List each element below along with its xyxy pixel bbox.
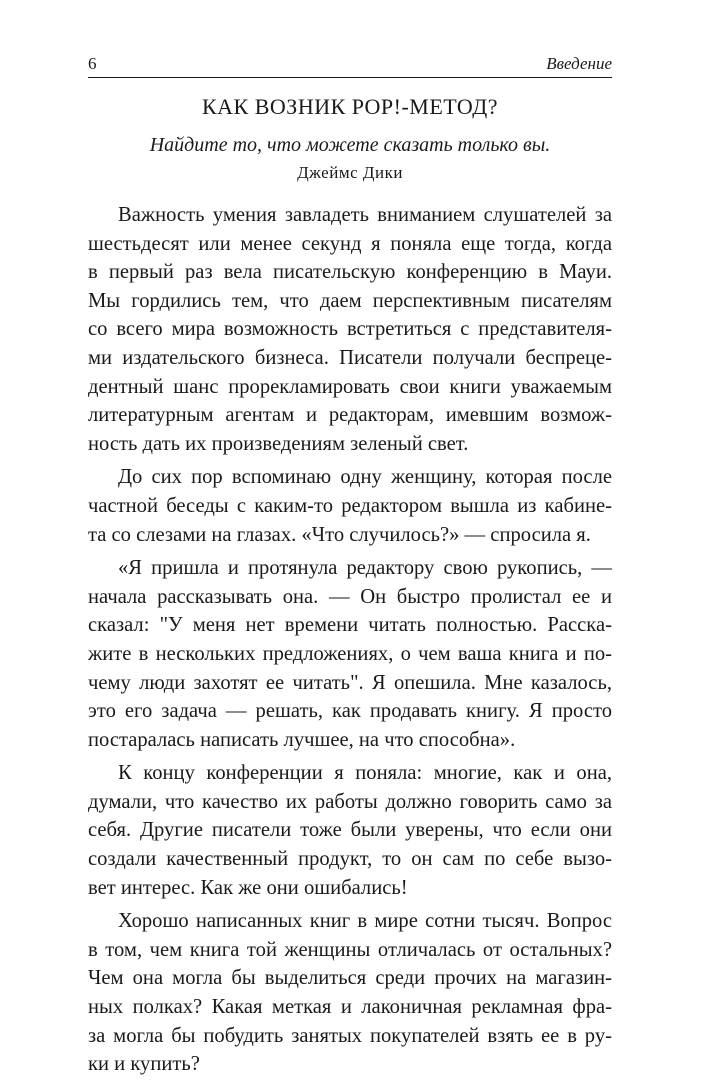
paragraph xyxy=(88,463,612,549)
text-line: жите в нескольких предложениях, о чем ваша книга и по- xyxy=(88,642,612,665)
book-page xyxy=(88,52,612,1084)
text-line: До сих пор вспоминаю одну женщину, которая после xyxy=(118,466,612,489)
text-line: это его задача — решать, как продавать книгу. Я просто xyxy=(88,700,612,723)
text-line: Чем она могла бы выделиться среди прочих на магазин- xyxy=(88,967,612,990)
text-line: думали, что качество их работы должно говорить само за xyxy=(88,790,612,813)
text-line: постаралась написать лучшее, на что способна». xyxy=(88,728,516,751)
text-line: К концу конференции я поняла: многие, как и она, xyxy=(118,762,612,785)
text-line: шестьдесят или менее секунд я поняла еще тогда, когда xyxy=(88,232,612,255)
text-line: Мы гордились тем, что даем перспективным писателям xyxy=(88,289,612,312)
text-line: ки и купить? xyxy=(88,1053,200,1076)
page-number: 6 xyxy=(88,54,97,73)
text-line: начала рассказывать она. — Он быстро пролистал ее и xyxy=(88,585,612,608)
chapter-title: КАК ВОЗНИК POP!-МЕТОД? xyxy=(202,94,498,119)
paragraph xyxy=(88,201,612,458)
text-line: вет интерес. Как же они ошибались! xyxy=(88,876,408,899)
text-line: частной беседы с каким-то редактором вышла из кабине- xyxy=(88,494,612,517)
paragraph xyxy=(88,907,612,1079)
header-rule xyxy=(88,77,612,78)
text-line: в первый раз вела писательскую конференцию в Мауи. xyxy=(88,261,612,284)
text-line: создали качественный продукт, то он сам по себе вызо- xyxy=(88,848,612,871)
paragraph xyxy=(88,759,612,902)
text-line: за могла бы побудить занятых покупателей взять ее в ру- xyxy=(88,1024,612,1047)
text-line: ность дать их произведениям зеленый свет. xyxy=(88,432,469,455)
text-line: себя. Другие писатели тоже были уверены, что если они xyxy=(88,819,612,842)
text-line: в том, чем книга той женщины отличалась от остальных? xyxy=(88,938,612,961)
text-line: дентный шанс прорекламировать свои книги уважаемым xyxy=(88,375,612,398)
text-line: ми издательского бизнеса. Писатели получали беспреце- xyxy=(88,346,612,369)
text-line: литературным агентам и редакторам, имевшим возмож- xyxy=(88,404,612,427)
epigraph: Найдите то, что можете сказать только вы. xyxy=(149,134,551,156)
paragraph xyxy=(88,554,612,754)
text-line: Важность умения завладеть вниманием слушателей за xyxy=(118,204,612,226)
text-line: ных полках? Какая меткая и лаконичная рекламная фра- xyxy=(88,996,612,1019)
epigraph-author: Джеймс Дики xyxy=(297,163,403,182)
text-line: чему люди захотят ее читать". Я опешила. Мне казалось, xyxy=(88,671,612,694)
text-line: Хорошо написанных книг в мире сотни тысяч. Вопрос xyxy=(118,910,612,933)
text-line: со всего мира возможность встретиться с представителя- xyxy=(88,318,612,341)
body-text xyxy=(88,201,612,1079)
text-line: та со слезами на глазах. «Что случилось?» — спросила я. xyxy=(88,523,591,546)
section-title: Введение xyxy=(546,54,612,73)
running-head xyxy=(88,52,612,76)
text-line: сказал: "У меня нет времени читать полностью. Расска- xyxy=(88,614,612,637)
text-line: «Я пришла и протянула редактору свою рукопись, — xyxy=(118,557,612,580)
